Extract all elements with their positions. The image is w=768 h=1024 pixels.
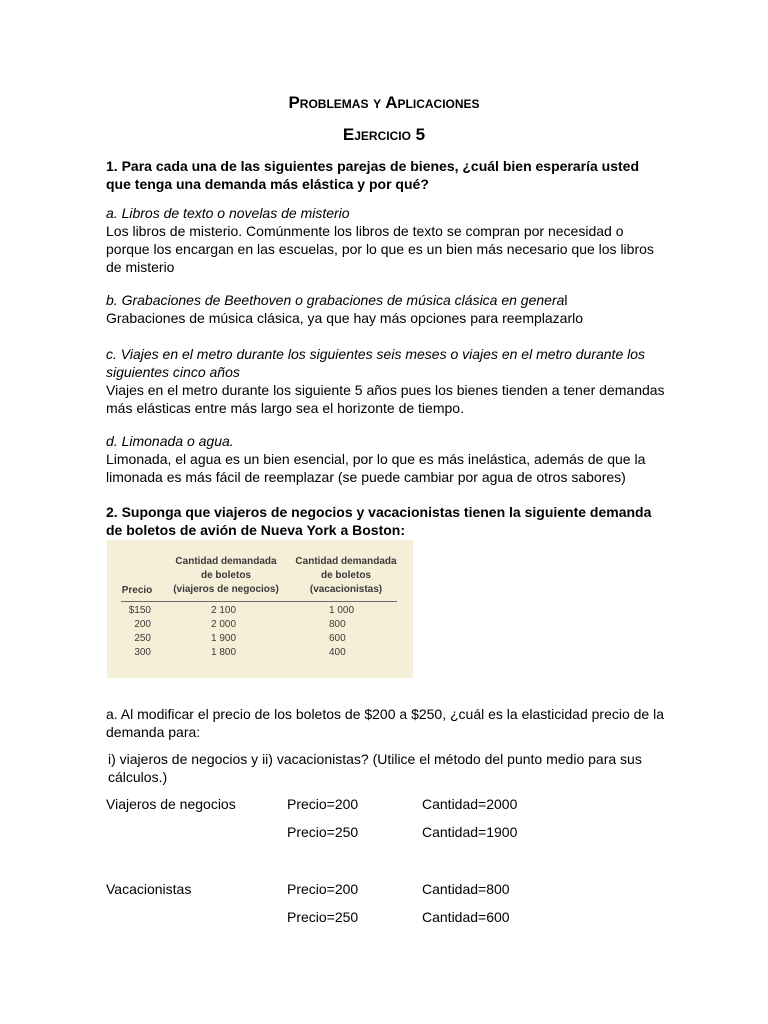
answer-1a-text: Los libros de misterio. Comúnmente los libros de texto se compran por necesidad o porque los encargan en las escuelas, por lo que es un bien más necesario que los libros de misterio xyxy=(106,223,654,275)
table-header-business xyxy=(173,555,279,597)
table-header-vacation-line: (vacacionistas) xyxy=(309,584,383,595)
question-1b xyxy=(106,291,666,327)
question-1b-tail: l xyxy=(564,292,568,308)
business-qty-cell: 2 000 xyxy=(211,619,237,630)
vacation-label: Vacacionistas xyxy=(106,881,192,897)
answer-1b-text: Grabaciones de música clásica, ya que hay más opciones para reemplazarlo xyxy=(106,310,584,326)
business-price-2: Precio=250 xyxy=(287,824,359,840)
vacation-price-2: Precio=250 xyxy=(287,909,359,925)
table-row xyxy=(107,619,413,633)
table-row xyxy=(107,633,413,647)
vacation-qty-cell: 1 000 xyxy=(329,605,355,616)
document-title: Problemas y Aplicaciones xyxy=(288,93,480,112)
question-1a xyxy=(106,204,666,276)
business-qty-cell: 2 100 xyxy=(211,605,237,616)
price-cell: 250 xyxy=(134,633,151,644)
question-1a-text: a. Libros de texto o novelas de misterio xyxy=(106,205,350,221)
business-qty-2: Cantidad=1900 xyxy=(422,824,518,840)
question-1c xyxy=(106,345,666,417)
question-1b-text: b. Grabaciones de Beethoven o grabaciones de música clásica en genera xyxy=(106,292,565,308)
question-1c-text: c. Viajes en el metro durante los siguientes seis meses o viajes en el metro durante los siguientes cinco años xyxy=(106,346,646,380)
business-qty-cell: 1 900 xyxy=(211,633,237,644)
question-1-text: 1. Para cada una de las siguientes parejas de bienes, ¿cuál bien esperaría usted que tenga una demanda más elástica y por qué? xyxy=(106,158,640,192)
vacation-qty-2: Cantidad=600 xyxy=(422,909,510,925)
question-2a-text: a. Al modificar el precio de los boletos de $200 a $250, ¿cuál es la elasticidad precio de la demanda para: xyxy=(106,706,665,740)
table-header-vacation-line: Cantidad demandada xyxy=(295,556,397,567)
price-cell: 200 xyxy=(134,619,151,630)
question-1-prompt xyxy=(106,157,666,193)
exercise-title: Ejercicio 5 xyxy=(342,125,426,144)
business-qty-1: Cantidad=2000 xyxy=(422,796,518,812)
table-row xyxy=(107,647,413,661)
question-2a xyxy=(106,705,666,741)
business-qty-cell: 1 800 xyxy=(211,647,237,658)
price-cell: $150 xyxy=(128,605,151,616)
vacation-qty-cell: 800 xyxy=(329,619,346,630)
question-2-prompt xyxy=(106,503,666,539)
table-header-business-line: Cantidad demandada xyxy=(175,556,277,567)
table-header-price: Precio xyxy=(121,585,153,596)
question-2a-detail xyxy=(108,750,668,786)
table-header-business-line: de boletos xyxy=(200,570,251,581)
vacation-qty-1: Cantidad=800 xyxy=(422,881,510,897)
question-2-text: 2. Suponga que viajeros de negocios y vacacionistas tienen la siguiente demanda de boletos de avión de Nueva York a Boston: xyxy=(106,504,652,538)
table-header-vacation xyxy=(293,555,399,597)
vacation-qty-cell: 600 xyxy=(329,633,346,644)
question-1d xyxy=(106,432,666,486)
answer-1c-text: Viajes en el metro durante los siguiente 5 años pues los bienes tienden a tener demandas más elásticas entre más largo sea el horizonte de tiempo. xyxy=(106,382,665,416)
table-header-vacation-line: de boletos xyxy=(320,570,371,581)
question-1d-text: d. Limonada o agua. xyxy=(106,433,234,449)
answer-1d-text: Limonada, el agua es un bien esencial, por lo que es más inelástica, además de que la limonada es más fácil de reemplazar (se puede cambiar por agua de otros sabores) xyxy=(106,451,646,485)
demand-table xyxy=(107,540,413,678)
table-header-business-line: (viajeros de negocios) xyxy=(173,584,279,595)
question-2a-detail-text: i) viajeros de negocios y ii) vacacionistas? (Utilice el método del punto medio para sus cálculos.) xyxy=(108,751,642,785)
business-price-1: Precio=200 xyxy=(287,796,359,812)
table-row xyxy=(107,605,413,619)
table-divider xyxy=(121,601,397,602)
business-label: Viajeros de negocios xyxy=(106,796,236,812)
vacation-price-1: Precio=200 xyxy=(287,881,359,897)
price-cell: 300 xyxy=(134,647,151,658)
vacation-qty-cell: 400 xyxy=(329,647,346,658)
